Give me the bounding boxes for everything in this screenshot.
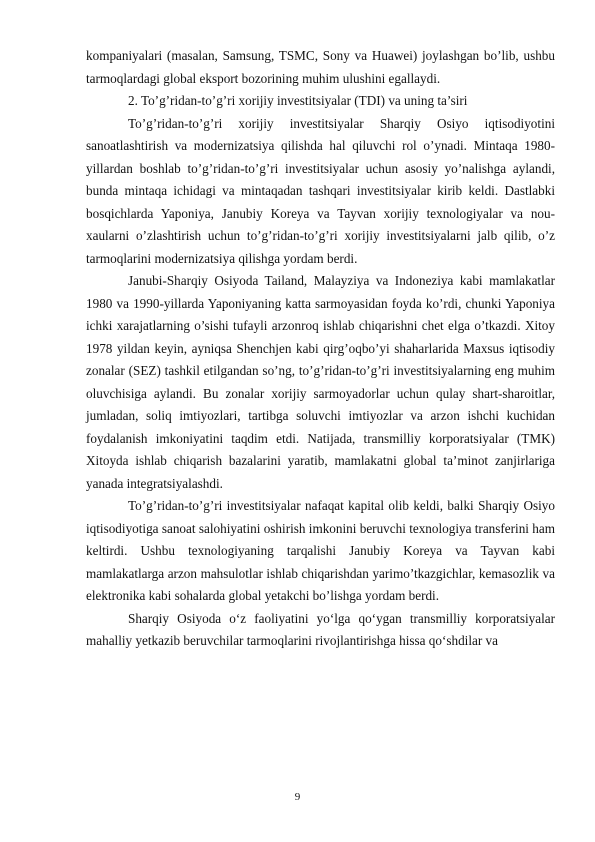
document-body <box>86 45 555 653</box>
paragraph-fdi-role: To’g’ridan-to’g’ri xorijiy investitsiyalar Sharqiy Osiyo iqtisodiyotini sanoatlashtirish va modernizatsiya qilishda hal qiluvchi rol o’ynadi. Mintaqa 1980-yillardan boshlab to’g’ridan-to’g’ri investitsiyalar uchun asosiy yo’nalishga aylandi, bunda mintaqa ichidagi va mintaqadan tashqari investitsiyalar kirib keldi. Dastlabki bosqichlarda Yaponiya, Janubiy Koreya va Tayvan xorijiy texnologiyalar va nou-xaularni o’zlashtirish uchun to’g’ridan-to’g’ri xorijiy investitsiyalarni jalb qilib, o’z tarmoqlarini modernizatsiya qilishga yordam berdi. <box>86 115 555 266</box>
paragraph-tnc-suppliers: Sharqiy Osiyoda o‘z faoliyatini yo‘lga qo‘ygan transmilliy korporatsiyalar mahalliy yetkazib beruvchilar tarmoqlarini rivojlantirishga hissa qo‘shdilar va <box>86 610 555 648</box>
section-heading: 2. To’g’ridan-to’g’ri xorijiy investitsiyalar (TDI) va uning ta’siri <box>128 93 468 108</box>
paragraph-continuation: kompaniyalari (masalan, Samsung, TSMC, Sony va Huawei) joylashgan bo’lib, ushbu tarmoqlardagi global eksport bozorining muhim ulushini egallaydi. <box>86 48 555 86</box>
paragraph-technology-transfer: To’g’ridan-to’g’ri investitsiyalar nafaqat kapital olib keldi, balki Sharqiy Osiyo iqtisodiyotiga sanoat salohiyatini oshirish imkonini beruvchi texnologiya transferini ham keltirdi. Ushbu texnologiyaning tarqalishi Janubiy Koreya va Tayvan kabi mamlakatlarga arzon mahsulotlar ishlab chiqarishdan yarimo’tkazgichlar, kemasozlik va elektronika kabi sohalarda global yetakchi bo’lishga yordam berdi. <box>86 498 555 603</box>
page-number: 9 <box>294 791 301 803</box>
paragraph-southeast-asia: Janubi-Sharqiy Osiyoda Tailand, Malayziya va Indoneziya kabi mamlakatlar 1980 va 1990-yillarda Yaponiyaning katta sarmoyasidan foyda ko’rdi, chunki Yaponiya ichki xarajatlarning o’sishi tufayli arzonroq ishlab chiqarishni chet elga o’tkazdi. Xitoy 1978 yildan keyin, ayniqsa Shenchjen kabi qirg’oqbo’yi shaharlarida Maxsus iqtisodiy zonalar (SEZ) tashkil etilgandan so’ng, to’g’ridan-to’g’ri investitsiyalarning eng muhim oluvchisiga aylandi. Bu zonalar xorijiy sarmoyadorlar uchun qulay shart-sharoitlar, jumladan, soliq imtiyozlari, tartibga soluvchi imtiyozlar va arzon ishchi kuchidan foydalanish imkoniyatini taqdim etdi. Natijada, transmilliy korporatsiyalar (TMK) Xitoyda ishlab chiqarish bazalarini yaratib, mamlakatni global ta’minot zanjirlariga yanada integratsiyalashdi. <box>86 273 555 491</box>
